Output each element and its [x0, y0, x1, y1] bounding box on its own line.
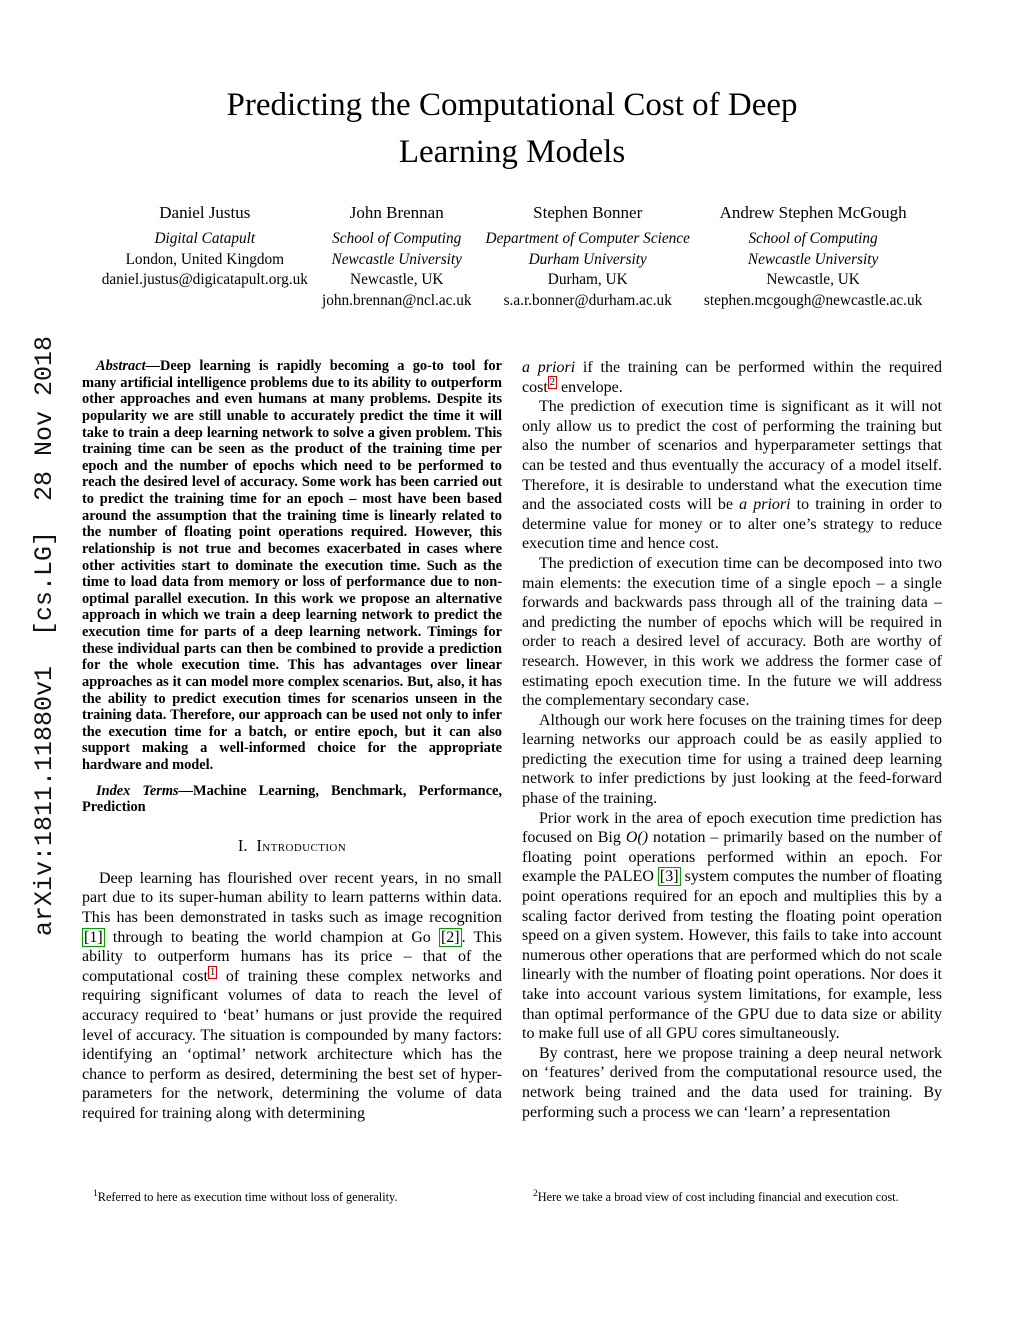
author-email: john.brennan@ncl.ac.uk	[321, 291, 472, 309]
paragraph-prediction-significance	[522, 397, 942, 554]
arxiv-watermark: arXiv:1811.11880v1 [cs.LG] 28 Nov 2018	[30, 335, 59, 937]
text-run: through to beating the world champion at Go	[104, 928, 439, 946]
abstract-label: Abstract—	[96, 358, 160, 374]
footnote-text: Here we take a broad view of cost including financial and execution cost.	[537, 1190, 899, 1205]
left-column	[82, 358, 502, 1210]
abstract-paragraph	[82, 358, 502, 774]
author-city: Newcastle, UK	[766, 271, 860, 289]
index-terms-label: Index Terms—	[96, 782, 194, 799]
text-run: The prediction of execution time is significant as it will not only allow us to predict the cost of performing the training but also the number of scenarios and hyperparameter settings that can be tested and thus eventually the accuracy of a model itself. Therefore, it is desirable to understand what the execution time and the associated costs will be	[522, 398, 942, 514]
text-run: . This ability to outperform humans has its price – that of the computational cost	[82, 928, 502, 985]
author-email: s.a.r.bonner@durham.ac.uk	[503, 291, 672, 309]
paragraph-by-contrast: By contrast, here we propose training a deep neural network on ‘features’ derived from the computational resource used, the network being trained and the data used for training. By performing such a process we can ‘learn’ a representation	[522, 1044, 942, 1121]
footnote-2	[522, 1190, 942, 1206]
author-name: Daniel Justus	[159, 203, 251, 222]
section-number: I.	[237, 835, 248, 855]
title-block	[0, 82, 1024, 176]
paragraph-prior-work	[522, 809, 942, 1044]
author-university: Newcastle University	[747, 250, 879, 268]
author-name: John Brennan	[349, 203, 444, 222]
author-affiliation: Department of Computer Science	[485, 229, 690, 247]
author-name: Stephen Bonner	[533, 203, 643, 222]
author-email: stephen.mcgough@newcastle.ac.uk	[703, 291, 923, 309]
text-run: Deep learning has flourished over recent years, in no small part due to its super-human ability to learn patterns within data. This has been demonstrated in tasks such as image recognition	[82, 869, 502, 927]
text-run: Prior work in the area of epoch execution time prediction has focused on Big	[522, 809, 942, 847]
paper-title-line-2: Learning Models	[398, 133, 626, 170]
author-university: Newcastle University	[331, 250, 462, 268]
text-run: notation – primarily based on the number of floating point operations performed within an epoch. For example the PALEO	[522, 829, 942, 886]
author-university: Durham University	[528, 250, 647, 268]
footnote-marker: 1	[93, 1188, 98, 1199]
paragraph-cost-envelope	[522, 358, 942, 397]
right-column	[522, 358, 942, 1210]
citation-ref-3[interactable]: [3]	[659, 868, 679, 886]
section-heading-introduction	[82, 836, 502, 856]
footnote-ref-2[interactable]: 2	[549, 377, 556, 389]
footnote-marker: 2	[533, 1188, 538, 1199]
paragraph-inference-application: Although our work here focuses on the training times for deep learning networks our approach could be as easily applied to predicting the execution time for using a trained deep learning network to infer predictions by just looking at the feed-forward phase of the training.	[522, 711, 942, 808]
paper-title-line-1: Predicting the Computational Cost of Deep	[226, 87, 798, 123]
author-stephen-bonner	[486, 202, 690, 312]
author-city: Durham, UK	[547, 271, 628, 289]
text-run: system computes the number of floating point operations required for an epoch and multiplies this by a scaling factor derived from testing the floating point operation speed on a given system. However, this fails to take into account numerous other operations that are performed which do not scale linearly with the number of floating point operations. Nor does it take into account various system limitations, for example, less than optimal performance of the GPU due to data size or ability to make full use of all GPU cores simultaneously.	[522, 868, 942, 1043]
section-title: Introduction	[256, 835, 347, 855]
footnote-ref-1[interactable]: 1	[209, 966, 216, 978]
author-city: London, United Kingdom	[125, 250, 285, 268]
authors-row	[22, 202, 1002, 312]
text-run: envelope.	[557, 378, 623, 396]
index-terms-text: Machine Learning, Benchmark, Performance, Prediction	[82, 782, 502, 816]
two-column-body	[82, 358, 942, 1210]
paragraph-decomposition: The prediction of execution time can be decomposed into two main elements: the execution time of a single epoch – a single forwards and backwards pass through all of the training data – and predicting the number of epochs which will be required in order to reach a desired level of accuracy. Both are worthy of research. However, in this work we address the former case of estimating epoch execution time. In the future we will address the complementary secondary case.	[522, 554, 942, 710]
text-run: if the training can be performed within the required cost	[522, 359, 942, 396]
text-run-italic: a priori	[739, 496, 791, 514]
footnote-1	[82, 1190, 502, 1206]
introduction-paragraph	[82, 869, 502, 1124]
author-name: Andrew Stephen McGough	[719, 203, 907, 222]
author-daniel-justus	[102, 202, 308, 312]
abstract-text: Deep learning is rapidly becoming a go-to tool for many artificial intelligence problems due to its ability to outperform other approaches and even humans at many problems. Despite its popularity we are still unable to accurately predict the time it will take to train a deep learning network to solve a given problem. This training time can be seen as the product of the training time per epoch and the number of epochs which need to be performed to reach the desired level of accuracy. Some work has been carried out to predict the training time for an epoch – most have been based around the assumption that the training time is linearly related to the number of floating point operations required. However, this relationship is not true and becomes exacerbated in cases where other activities start to dominate the execution time. Such as the time to load data from memory or loss of performance due to non-optimal parallel execution. In this work we propose an alternative approach in which we train a deep learning network to predict the execution time for parts of a deep learning network. Timings for these individual parts can then be combined to provide a prediction for the whole execution time. This has advantages over linear approaches as it can model more complex scenarios. But, also, it has the ability to predict execution times for scenarios unseen in the training data. Therefore, our approach can be used not only to infer the execution time for a batch, or entire epoch, but it can also support making a well-informed choice for the appropriate hardware and model.	[82, 358, 502, 773]
author-email: daniel.justus@digicatapult.org.uk	[101, 271, 308, 289]
author-city: Newcastle, UK	[350, 271, 444, 289]
author-affiliation: School of Computing	[332, 229, 462, 247]
citation-ref-1[interactable]: [1]	[84, 928, 103, 946]
author-andrew-stephen-mcgough	[704, 202, 922, 312]
footnote-text: Referred to here as execution time without loss of generality.	[97, 1190, 398, 1205]
author-affiliation: School of Computing	[748, 229, 878, 247]
text-run: of training these complex networks and requiring significant volumes of data to reach the level of accuracy required to ‘beat’ humans or just provide the required level of accuracy. The situation is compounded by many factors: identifying an ‘optimal’ network architecture which has the chance to perform as desired, determining the best set of hyper-parameters for the network, determining the volume of data required for training along with determining	[82, 967, 502, 1122]
index-terms	[82, 783, 502, 816]
author-affiliation: Digital Catapult	[154, 229, 256, 247]
citation-ref-2[interactable]: [2]	[440, 928, 460, 946]
text-run: to training in order to determine value for money or to alter one’s strategy to reduce execution time and hence cost.	[522, 496, 942, 553]
author-john-brennan	[322, 202, 472, 312]
text-run-italic: O()	[625, 829, 649, 847]
text-run-italic: a priori	[522, 359, 576, 376]
